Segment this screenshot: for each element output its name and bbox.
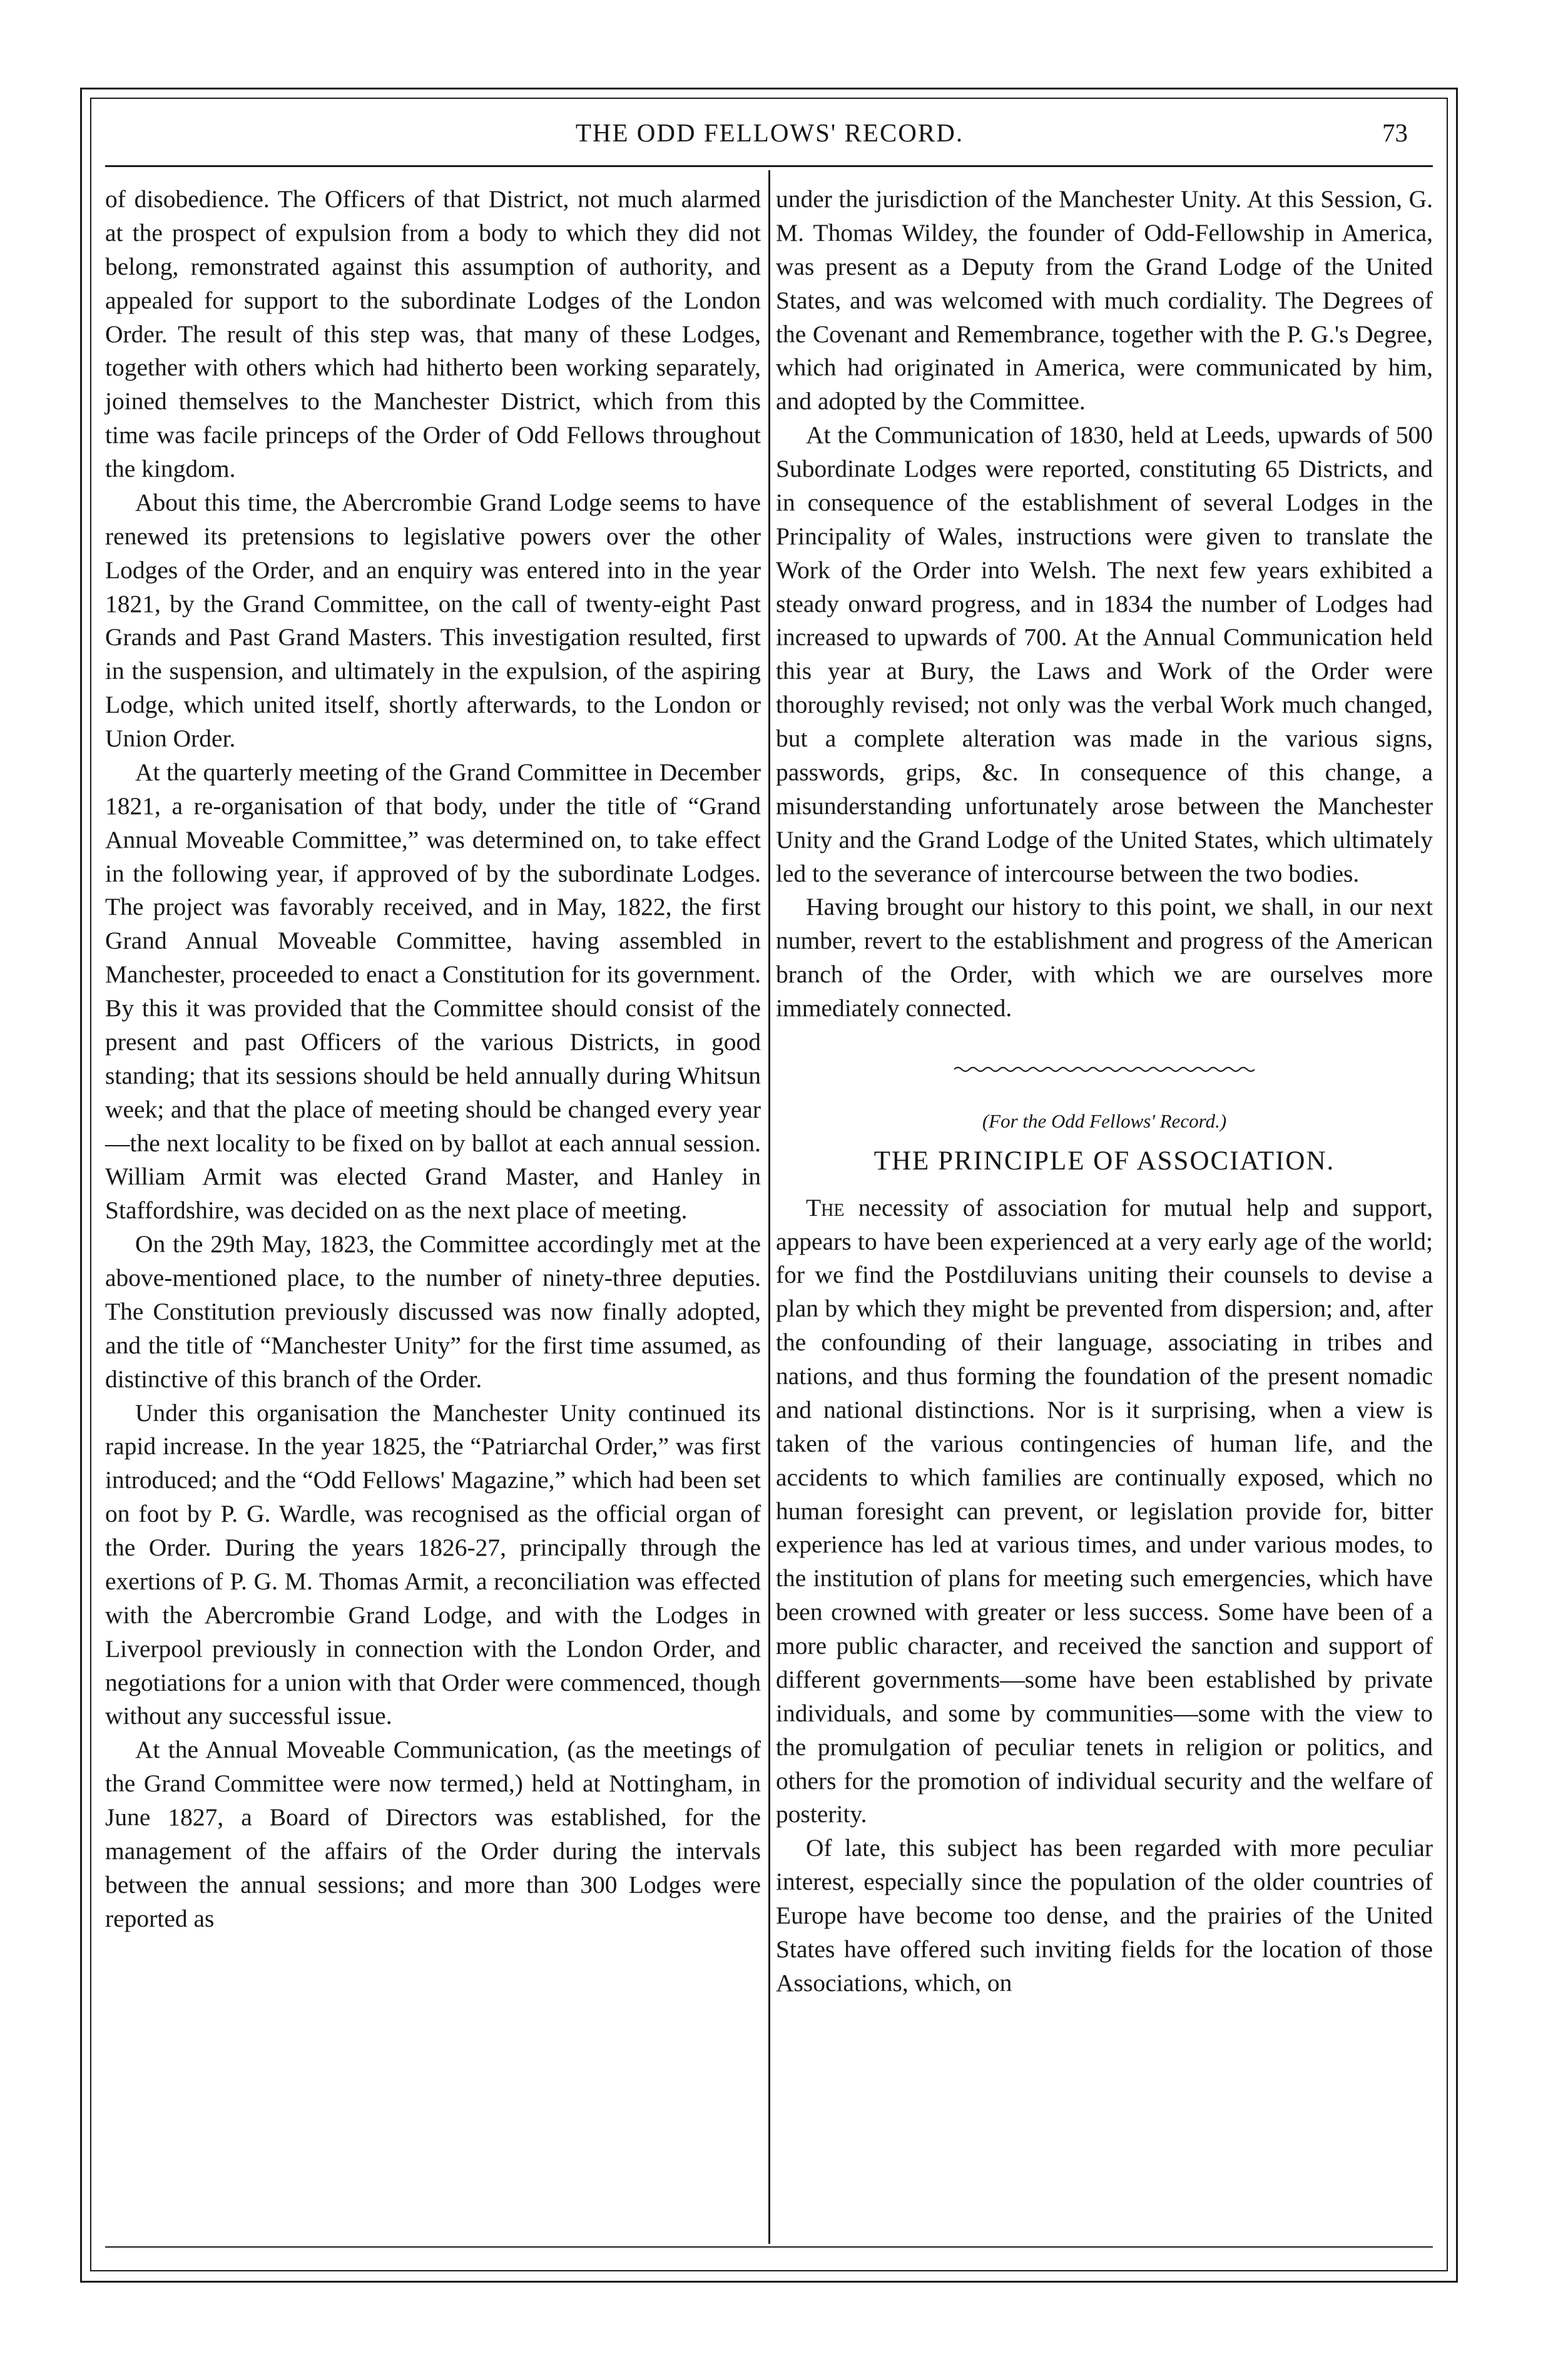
left-column bbox=[105, 183, 761, 1936]
paragraph: On the 29th May, 1823, the Committee accordingly met at the above-mentioned place, to the number of ninety-three deputies. The Constitution previously discussed was now finally adopted, and the title of “Manchester Unity” for the first time assumed, as distinctive of this branch of the Order. bbox=[105, 1230, 761, 1393]
paragraph: Having brought our history to this point, we shall, in our next number, revert to the establishment and progress of the American branch of the Order, with which we are ourselves more immediately connected. bbox=[776, 893, 1433, 1022]
paragraph-text: necessity of association for mutual help and support, appears to have been experienced at a very early age of the world; for we find the Postdiluvians uniting their counsels to devise a plan by which they might be prevented from dispersion; and, after the confounding of their language, associating in tribes and nations, and thus forming the foundation of the present nomadic and national distinctions. Nor is it surprising, when a view is taken of the various contingencies of human life, and the accidents to which families are continually exposed, which no human foresight can prevent, or legislation provide for, bitter experience has led at various times, and under various modes, to the institution of plans for meeting such emergencies, which have been crowned with greater or less success. Some have been of a more public character, and received the sanction and support of different governments—some have been established by private individuals, and some by communities—some with the view to the promulgation of peculiar tenets in religion or politics, and others for the promotion of individual security and the welfare of posterity. bbox=[776, 1193, 1433, 1828]
paragraph: At the Annual Moveable Communication, (as the meetings of the Grand Committee were now termed,) held at Nottingham, in June 1827, a Board of Directors was established, for the management of the affairs of the Order during the intervals between the annual sessions; and more than 300 Lodges were reported as bbox=[105, 1736, 761, 1932]
paragraph: Of late, this subject has been regarded with more peculiar interest, especially since the population of the older countries of Europe have become too dense, and the prairies of the United States have offered such inviting fields for the location of those Associations, which, on bbox=[776, 1834, 1433, 1997]
wavy-ornament bbox=[776, 1049, 1433, 1083]
page-header bbox=[94, 111, 1445, 161]
paragraph: Under this organisation the Manchester Unity continued its rapid increase. In the year 1825, the “Patriarchal Order,” was first introduced; and the “Odd Fellows' Magazine,” which had been set on foot by P. G. Wardle, was recognised as the official organ of the Order. During the years 1826-27, principally through the exertions of P. G. M. Thomas Armit, a reconciliation was effected with the Abercrombie Grand Lodge, and with the Lodges in Liverpool previously in connection with the London Order, and negotiations for a union with that Order were commenced, though without any successful issue. bbox=[105, 1398, 761, 1730]
wavy-rule-icon bbox=[954, 1065, 1255, 1074]
paragraph bbox=[776, 1191, 1433, 1832]
paragraph: under the jurisdiction of the Manchester Unity. At this Session, G. M. Thomas Wildey, the founder of Odd-Fellowship in America, was present as a Deputy from the Grand Lodge of the United States, and was welcomed with much cordiality. The Degrees of the Covenant and Remembrance, together with the P. G.'s Degree, which had originated in America, were communicated by him, and adopted by the Committee. bbox=[776, 185, 1433, 415]
paragraph: At the Communication of 1830, held at Leeds, upwards of 500 Subordinate Lodges were reported, constituting 65 Districts, and in consequence of the establishment of several Lodges in the Principality of Wales, instructions were given to translate the Work of the Order into Welsh. The next few years exhibited a steady onward progress, and in 1834 the number of Lodges had increased to upwards of 700. At the Annual Communication held this year at Bury, the Laws and Work of the Order were thoroughly revised; not only was the verbal Work much changed, but a complete alteration was made in the various signs, passwords, grips, &c. In consequence of this change, a misunderstanding unfortunately arose between the Manchester Unity and the Grand Lodge of the United States, which ultimately led to the severance of intercourse between the two bodies. bbox=[776, 421, 1433, 887]
running-title: THE ODD FELLOWS' RECORD. bbox=[575, 118, 964, 147]
bottom-rule bbox=[105, 2246, 1433, 2248]
page-number: 73 bbox=[1382, 118, 1408, 147]
opening-word: The bbox=[806, 1193, 845, 1221]
paragraph: of disobedience. The Officers of that District, not much alarmed at the prospect of expulsion from a body to which they did not belong, remonstrated against this assumption of authority, and appealed for support to the subordinate Lodges of the London Order. The result of this step was, that many of these Lodges, together with others which had hitherto been working separately, joined themselves to the Manchester District, which from this time was facile princeps of the Order of Odd Fellows throughout the kingdom. bbox=[105, 185, 761, 482]
right-column bbox=[776, 183, 1433, 2000]
paragraph: About this time, the Abercrombie Grand Lodge seems to have renewed its pretensions to legislative powers over the other Lodges of the Order, and an enquiry was entered into in the year 1821, by the Grand Committee, on the call of twenty-eight Past Grands and Past Grand Masters. This investigation resulted, first in the suspension, and ultimately in the expulsion, of the aspiring Lodge, which united itself, shortly afterwards, to the London or Union Order. bbox=[105, 488, 761, 752]
column-divider bbox=[768, 170, 770, 2244]
article-attribution: (For the Odd Fellows' Record.) bbox=[982, 1109, 1227, 1132]
article-title: THE PRINCIPLE OF ASSOCIATION. bbox=[873, 1146, 1335, 1176]
paragraph: At the quarterly meeting of the Grand Committee in December 1821, a re-organisation of that body, under the title of “Grand Annual Moveable Committee,” was determined on, to take effect in the following year, if approved of by the subordinate Lodges. The project was favorably received, and in May, 1822, the first Grand Annual Moveable Committee, having assembled in Manchester, proceeded to enact a Constitution for its government. By this it was provided that the Committee should consist of the present and past Officers of the various Districts, in good standing; that its sessions should be held annually during Whitsun week; and that the place of meeting should be changed every year—the next locality to be fixed on by ballot at each annual session. William Armit was elected Grand Master, and Hanley in Staffordshire, was decided on as the next place of meeting. bbox=[105, 758, 761, 1225]
header-rule bbox=[105, 165, 1433, 167]
